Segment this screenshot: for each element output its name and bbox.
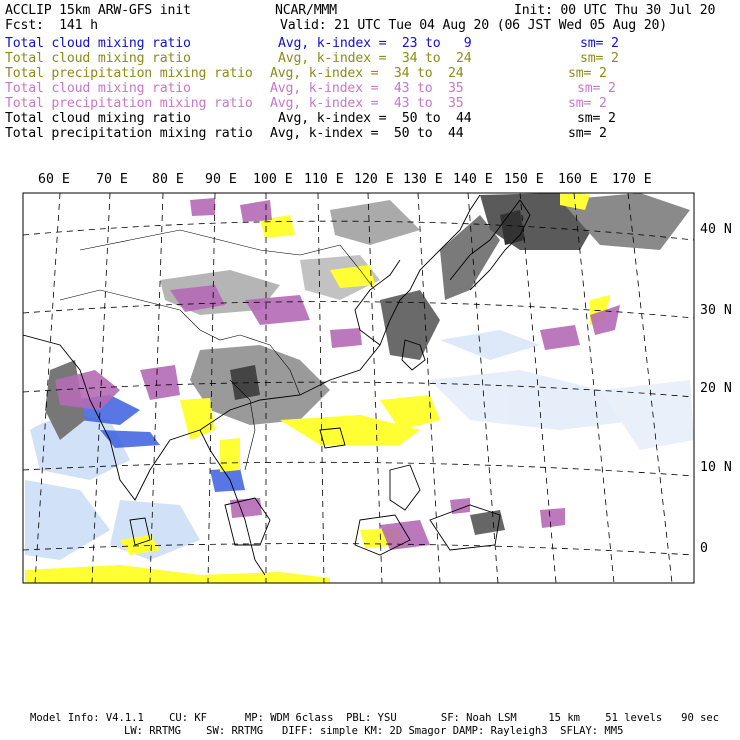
lat-label: 0 [700,541,708,556]
legend-row-5-sm: sm= 2 [568,96,607,111]
lat-label: 40 N [700,222,732,237]
model-title: ACCLIP 15km ARW-GFS init [5,3,191,18]
legend-row-2-sm: sm= 2 [580,51,619,66]
lon-label: 110 E [304,172,344,187]
legend-row-4-field: Total cloud mixing ratio [5,81,191,96]
lon-label: 150 E [504,172,544,187]
lon-label: 160 E [558,172,598,187]
lon-label: 170 E [612,172,652,187]
lon-label: 60 E [38,172,70,187]
legend-row-1-field: Total cloud mixing ratio [5,36,191,51]
legend-row-6-avg: Avg, k-index = 50 to 44 [278,111,472,126]
legend-row-4-sm: sm= 2 [577,81,616,96]
legend-row-7-sm: sm= 2 [568,126,607,141]
legend-row-3-avg: Avg, k-index = 34 to 24 [270,66,464,81]
organization-label: NCAR/MMM [275,3,337,18]
legend-row-1-avg: Avg, k-index = 23 to 9 [278,36,472,51]
legend-row-4-avg: Avg, k-index = 43 to 35 [270,81,464,96]
legend-row-2-avg: Avg, k-index = 34 to 24 [278,51,472,66]
lat-label: 20 N [700,381,732,396]
legend-row-1-sm: sm= 2 [580,36,619,51]
lat-label: 30 N [700,303,732,318]
legend-row-5-field: Total precipitation mixing ratio [5,96,253,111]
legend-row-3-sm: sm= 2 [568,66,607,81]
lon-label: 140 E [453,172,493,187]
legend-row-5-avg: Avg, k-index = 43 to 35 [270,96,464,111]
init-time: Init: 00 UTC Thu 30 Jul 20 [514,3,716,18]
legend-row-6-field: Total cloud mixing ratio [5,111,191,126]
legend-row-6-sm: sm= 2 [577,111,616,126]
legend-row-2-field: Total cloud mixing ratio [5,51,191,66]
legend-row-7-avg: Avg, k-index = 50 to 44 [270,126,464,141]
lon-label: 120 E [354,172,394,187]
forecast-hour: Fcst: 141 h [5,18,98,33]
lon-label: 70 E [96,172,128,187]
valid-time: Valid: 21 UTC Tue 04 Aug 20 (06 JST Wed 05 Aug 20) [280,18,667,33]
legend-row-7-field: Total precipitation mixing ratio [5,126,253,141]
lon-label: 80 E [152,172,184,187]
legend-row-3-field: Total precipitation mixing ratio [5,66,253,81]
lon-label: 90 E [205,172,237,187]
lon-label: 100 E [253,172,293,187]
lat-label: 10 N [700,460,732,475]
lon-label: 130 E [403,172,443,187]
model-info-line-2: LW: RRTMG SW: RRTMG DIFF: simple KM: 2D Smagor DAMP: Rayleigh3 SFLAY: MM5 [124,725,624,737]
model-info-line-1: Model Info: V4.1.1 CU: KF MP: WDM 6class PBL: YSU SF: Noah LSM 15 km 51 levels 90 sec [30,712,720,724]
